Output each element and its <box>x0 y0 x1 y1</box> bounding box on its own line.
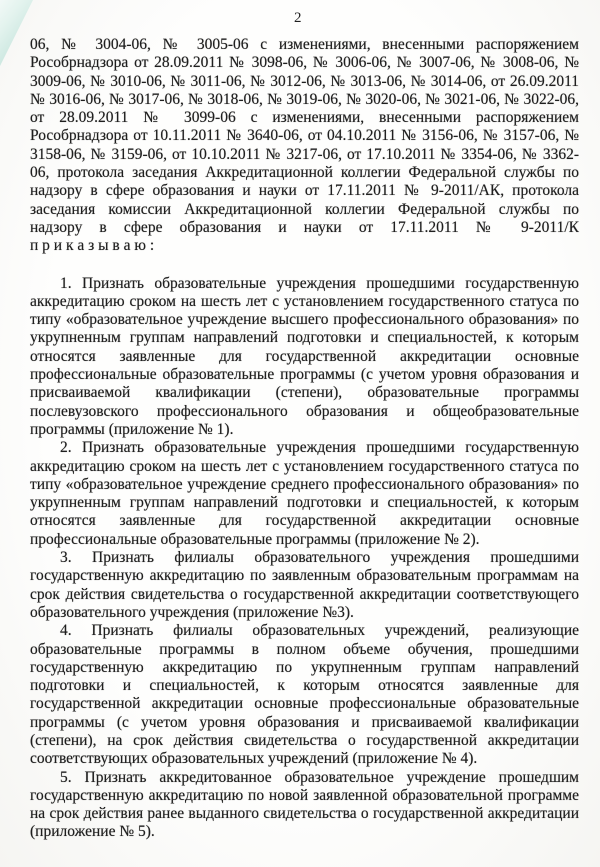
page-number: 2 <box>294 10 302 26</box>
order-item-2: 2. Признать образовательные учреждения прошедшими государственную аккредитацию сроком на шесть лет с установлением государственного статуса по типу «образовательное учреждение среднего профессионального образования» по укрупненным группам направлений подготовки и специальностей, к которым относятся заявленные для государственной аккредитации основные профессиональные образовательные программы (приложение № 2). <box>30 439 579 548</box>
order-item-1: 1. Признать образовательные учреждения прошедшими государственную аккредитацию сроком на шесть лет с установлением государственного статуса по типу «образовательное учреждение высшего профессионального образования» по укрупненным группам направлений подготовки и специальностей, к которым относятся заявленные для государственной аккредитации основные профессиональные образовательные программы (с учетом уровня образования и присваиваемой квалификации (степени), образовательные программы послевузовского профессионального образования и общеобразовательные программы (приложение № 1). <box>30 274 579 438</box>
order-items <box>30 275 579 842</box>
order-item-3: 3. Признать филиалы образовательного учреждения прошедшими государственную аккредитацию по заявленным образовательным программам на срок действия свидетельства о государственной аккредитации соответствующего образовательного учреждения (приложение №3). <box>30 549 579 621</box>
document-body <box>30 36 579 842</box>
intro-paragraph: 06, № 3004-06, № 3005-06 с изменениями, внесенными распоряжением Рособрнадзора от 28.09.2011 № 3098-06, № 3006-06, № 3007-06, № 3008-06, № 3009-06, № 3010-06, № 3011-06, № 3012-06, № 3013-06, № 3014-06, от 26.09.2011 № 3016-06, № 3017-06, № 3018-06, № 3019-06, № 3020-06, № 3021-06, № 3022-06, от 28.09.2011 № 3099-06 с изменениями, внесенными распоряжением Рособрнадзора от 10.11.2011 № 3640-06, от 04.10.2011 № 3156-06, № 3157-06, № 3158-06, № 3159-06, от 10.10.2011 № 3217-06, от 17.10.2011 № 3354-06, № 3362-06, протокола заседания Аккредитационной коллегии Федеральной службы по надзору в сфере образования и науки от 17.11.2011 № 9-2011/АК, протокола заседания комиссии Аккредитационной коллегии Федеральной службы по надзору в сфере образования и науки от 17.11.2011 № 9-2011/К <box>30 36 579 236</box>
order-item-4: 4. Признать филиалы образовательных учреждений, реализующие образовательные программы в полном объеме обучения, прошедшими государственную аккредитацию по укрупненным группам направлений подготовки и специальностей, к которым относятся заявленные для государственной аккредитации основные профессиональные образовательные программы (с учетом уровня образования и присваиваемой квалификации (степени), на срок действия свидетельства о государственной аккредитации соответствующих образовательных учреждений (приложение № 4). <box>30 622 579 768</box>
order-word: п р и к а з ы в а ю : <box>30 237 155 255</box>
order-item-5: 5. Признать аккредитованное образовательное учреждение прошедшим государственную аккредитацию по новой заявленной образовательной программе на срок действия ранее выданного свидетельства о государственной аккредитации (приложение № 5). <box>30 768 579 841</box>
